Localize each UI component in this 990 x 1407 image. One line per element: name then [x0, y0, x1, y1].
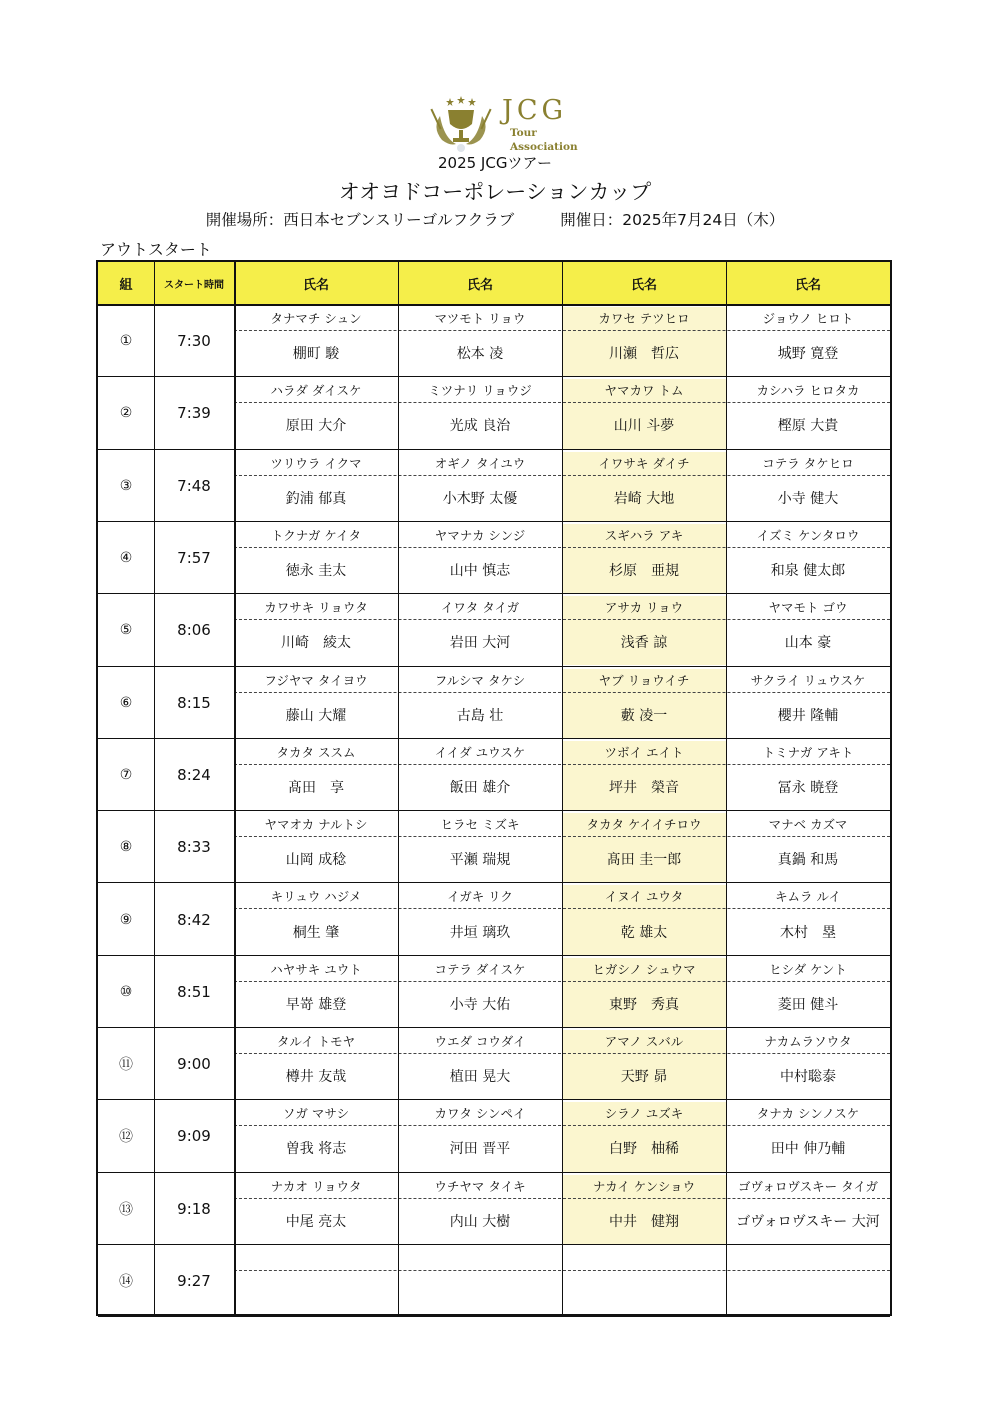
player-kana: タナマチ シュン — [270, 311, 362, 326]
row-divider — [98, 449, 890, 450]
column-header: 氏名 — [726, 262, 890, 304]
group-number: ③ — [119, 477, 133, 494]
start-time: 9:18 — [177, 1199, 211, 1218]
start-time: 8:42 — [177, 910, 211, 929]
trophy-icon — [426, 94, 496, 154]
player-name: 早嵜 雄登 — [285, 996, 347, 1013]
player-name: 浅香 諒 — [620, 635, 668, 652]
player-kana: イワタ タイガ — [440, 600, 520, 616]
start-time: 8:51 — [177, 982, 211, 1001]
player-name: 天野 昴 — [620, 1069, 668, 1086]
player-kana: ヤブ リョウイチ — [598, 672, 690, 688]
group-number: ④ — [119, 550, 133, 567]
start-time: 8:15 — [177, 693, 211, 712]
start-time: 9:09 — [177, 1127, 211, 1146]
player-name: 飯田 雄介 — [449, 779, 511, 796]
row-divider — [98, 521, 890, 522]
player-name: 藤山 大耀 — [285, 707, 347, 724]
player-kana: カワタ シンペイ — [434, 1106, 526, 1122]
player-name: 徳永 圭太 — [285, 563, 347, 580]
start-time: 7:48 — [177, 476, 211, 495]
group-number: ⑫ — [119, 1129, 133, 1146]
start-time: 8:33 — [177, 838, 211, 857]
player-kana: サクライ リュウスケ — [750, 672, 866, 688]
group-number: ⑪ — [119, 1057, 133, 1074]
start-time: 9:00 — [177, 1055, 211, 1074]
player-name: 中村聡泰 — [780, 1069, 836, 1086]
player-kana: アサカ リョウ — [604, 600, 684, 616]
player-name: 岩崎 大地 — [613, 490, 675, 507]
player-kana: ツリウラ イクマ — [270, 455, 362, 471]
start-time: 8:24 — [177, 765, 211, 784]
row-divider — [98, 1099, 890, 1100]
venue: 開催場所：西日本セブンスリーゴルフクラブ — [205, 211, 515, 229]
player-kana: タルイ トモヤ — [276, 1034, 356, 1049]
player-kana: ナカムラソウタ — [764, 1034, 852, 1049]
group-number: ⑭ — [119, 1274, 133, 1291]
group-number: ⑤ — [119, 622, 133, 639]
player-kana: ヤマナカ シンジ — [434, 527, 526, 543]
row-divider — [98, 810, 890, 811]
player-kana — [562, 1246, 726, 1270]
player-kana: キムラ ルイ — [775, 889, 841, 905]
player-name — [562, 1272, 726, 1314]
player-kana: マツモト リョウ — [434, 311, 526, 326]
player-name: 櫻井 隆輔 — [777, 707, 839, 724]
tee-time-table — [96, 260, 892, 1316]
event-title: オオヨドコーポレーションカップ — [338, 180, 652, 204]
player-kana: カワサキ リョウタ — [264, 600, 368, 616]
start-time: 7:39 — [177, 404, 211, 423]
player-name: 真鍋 和馬 — [777, 852, 839, 869]
column-header: スタート時間 — [154, 262, 234, 304]
group-number: ⑨ — [119, 911, 133, 928]
player-name: 乾 雄太 — [620, 924, 668, 941]
group-number: ⑧ — [119, 839, 133, 856]
row-divider — [98, 376, 890, 377]
row-divider — [98, 1244, 890, 1245]
row-divider — [98, 738, 890, 739]
column-header: 氏名 — [234, 262, 398, 304]
player-name — [726, 1272, 890, 1314]
player-kana: ゴヴォロヴスキー タイガ — [738, 1178, 878, 1194]
row-divider — [98, 666, 890, 667]
group-number: ⑦ — [119, 766, 133, 783]
player-kana: ツボイ エイト — [604, 744, 684, 760]
player-name: 光成 良治 — [449, 418, 511, 435]
player-name: 髙田 圭一郎 — [606, 852, 682, 869]
venue-date-line — [0, 208, 990, 230]
player-kana: イズミ ケンタロウ — [756, 527, 860, 543]
player-kana: マナベ カズマ — [768, 817, 848, 833]
player-name: 藪 凌一 — [620, 707, 668, 724]
player-kana — [726, 1246, 890, 1270]
group-number: ⑩ — [119, 983, 133, 1000]
jcg-logo — [426, 94, 596, 154]
player-name: 川崎 綾太 — [281, 635, 351, 652]
player-name: 東野 秀真 — [609, 996, 679, 1013]
player-name: 山川 斗夢 — [613, 418, 675, 435]
row-divider — [98, 304, 890, 305]
player-kana: ヒガシノ シュウマ — [592, 961, 696, 977]
player-kana: ミツナリ リョウジ — [428, 383, 532, 399]
player-kana: ハヤサキ ユウト — [270, 961, 362, 977]
player-name: 和泉 健太郎 — [770, 563, 846, 580]
player-kana: タナカ シンノスケ — [756, 1106, 860, 1122]
player-name: 中尾 亮太 — [285, 1213, 347, 1230]
player-kana: オギノ タイユウ — [434, 455, 526, 471]
start-time: 8:06 — [177, 621, 211, 640]
player-name: ゴヴォロヴスキー 大河 — [736, 1213, 880, 1230]
player-kana: トミナガ アキト — [762, 744, 854, 760]
player-kana: ヤマモト ゴウ — [768, 600, 848, 616]
row-divider — [98, 1172, 890, 1173]
player-name: 曽我 将志 — [285, 1141, 347, 1158]
player-kana: アマノ スバル — [604, 1034, 684, 1049]
player-kana — [234, 1246, 398, 1270]
player-kana: イヌイ ユウタ — [604, 889, 684, 905]
player-name: 山中 慎志 — [449, 563, 511, 580]
player-name: 山岡 成稔 — [285, 852, 347, 869]
player-kana: ナカイ ケンショウ — [592, 1178, 696, 1194]
player-name: 白野 柚稀 — [609, 1141, 679, 1158]
player-kana: キリュウ ハジメ — [270, 889, 362, 905]
player-name: 釣浦 郁真 — [285, 490, 347, 507]
logo-subtitle: Tour Association — [510, 127, 578, 153]
player-name: 山本 豪 — [784, 635, 832, 652]
player-name: 井垣 璃玖 — [449, 924, 511, 941]
player-kana: カシハラ ヒロタカ — [756, 383, 860, 399]
player-kana: イイダ ユウスケ — [434, 744, 526, 760]
start-time: 7:57 — [177, 549, 211, 568]
start-time: 7:30 — [177, 332, 211, 351]
player-name: 冨永 暁登 — [777, 779, 839, 796]
player-kana: ヤマオカ ナルトシ — [264, 817, 368, 833]
player-name: 岩田 大河 — [449, 635, 511, 652]
player-name: 中井 健翔 — [609, 1213, 679, 1230]
player-kana: ハラダ ダイスケ — [270, 383, 362, 399]
player-name: 小寺 健大 — [777, 490, 839, 507]
player-kana: ウエダ コウダイ — [434, 1034, 526, 1049]
player-kana: タカタ ケイイチロウ — [586, 817, 702, 833]
player-name: 内山 大樹 — [449, 1213, 511, 1230]
column-header: 氏名 — [398, 262, 562, 304]
player-name: 小木野 太優 — [442, 490, 518, 507]
player-name: 髙田 享 — [288, 779, 344, 796]
player-name: 棚町 駿 — [292, 346, 340, 363]
player-kana: イガキ リク — [447, 889, 513, 905]
player-name: 樫原 大貴 — [777, 418, 839, 435]
player-name: 平瀬 瑞規 — [449, 852, 511, 869]
player-name: 桐生 肇 — [292, 924, 340, 941]
row-divider — [98, 1316, 890, 1317]
player-name: 田中 伸乃輔 — [770, 1141, 846, 1158]
player-name: 植田 晃大 — [449, 1069, 511, 1086]
player-kana: カワセ テツヒロ — [598, 311, 690, 326]
group-number: ① — [119, 333, 133, 350]
player-name: 樽井 友哉 — [285, 1069, 347, 1086]
player-kana: フルシマ タケシ — [434, 672, 526, 688]
player-name — [398, 1272, 562, 1314]
player-name: 木村 塁 — [780, 924, 836, 941]
player-kana: ヒシダ ケント — [769, 961, 847, 977]
row-divider — [98, 1027, 890, 1028]
section-label: アウトスタート — [100, 240, 212, 259]
player-kana: ナカオ リョウタ — [270, 1178, 362, 1194]
player-kana: スギハラ アキ — [604, 527, 684, 543]
player-name: 河田 晋平 — [449, 1141, 511, 1158]
player-kana: トクナガ ケイタ — [270, 527, 362, 543]
group-number: ② — [119, 405, 133, 422]
player-kana: ソガ マサシ — [282, 1106, 350, 1122]
player-name: 川瀬 哲広 — [609, 346, 679, 363]
start-time: 9:27 — [177, 1272, 211, 1291]
player-kana: タカタ ススム — [276, 744, 356, 760]
player-kana: イワサキ ダイチ — [598, 455, 690, 471]
tour-name: 2025 JCGツアー — [437, 154, 552, 172]
player-name: 松本 凌 — [456, 346, 504, 363]
column-header: 氏名 — [562, 262, 726, 304]
player-name: 坪井 榮音 — [609, 779, 679, 796]
group-number: ⑬ — [119, 1201, 133, 1218]
group-number: ⑥ — [119, 694, 133, 711]
player-name: 原田 大介 — [285, 418, 347, 435]
logo-mark: JCG — [502, 95, 568, 126]
player-name: 古島 壮 — [456, 707, 504, 724]
row-divider — [98, 955, 890, 956]
row-divider — [98, 593, 890, 594]
player-kana: ジョウノ ヒロト — [762, 311, 854, 326]
player-kana: ヤマカワ トム — [604, 383, 684, 399]
player-kana: ヒラセ ミズキ — [440, 817, 520, 833]
player-kana: ウチヤマ タイキ — [434, 1178, 526, 1194]
row-divider — [98, 882, 890, 883]
player-kana: コテラ タケヒロ — [762, 455, 854, 471]
player-name: 菱田 健斗 — [777, 996, 839, 1013]
player-name — [234, 1272, 398, 1314]
player-name: 城野 寛登 — [777, 346, 839, 363]
player-name: 杉原 亜規 — [609, 563, 679, 580]
column-header: 組 — [98, 262, 154, 304]
player-kana: シラノ ユズキ — [604, 1106, 684, 1122]
player-name: 小寺 大佑 — [449, 996, 511, 1013]
event-date: 開催日：2025年7月24日（木） — [560, 211, 785, 229]
player-kana: コテラ ダイスケ — [434, 961, 526, 977]
player-kana: フジヤマ タイヨウ — [264, 672, 368, 688]
player-kana — [398, 1246, 562, 1270]
